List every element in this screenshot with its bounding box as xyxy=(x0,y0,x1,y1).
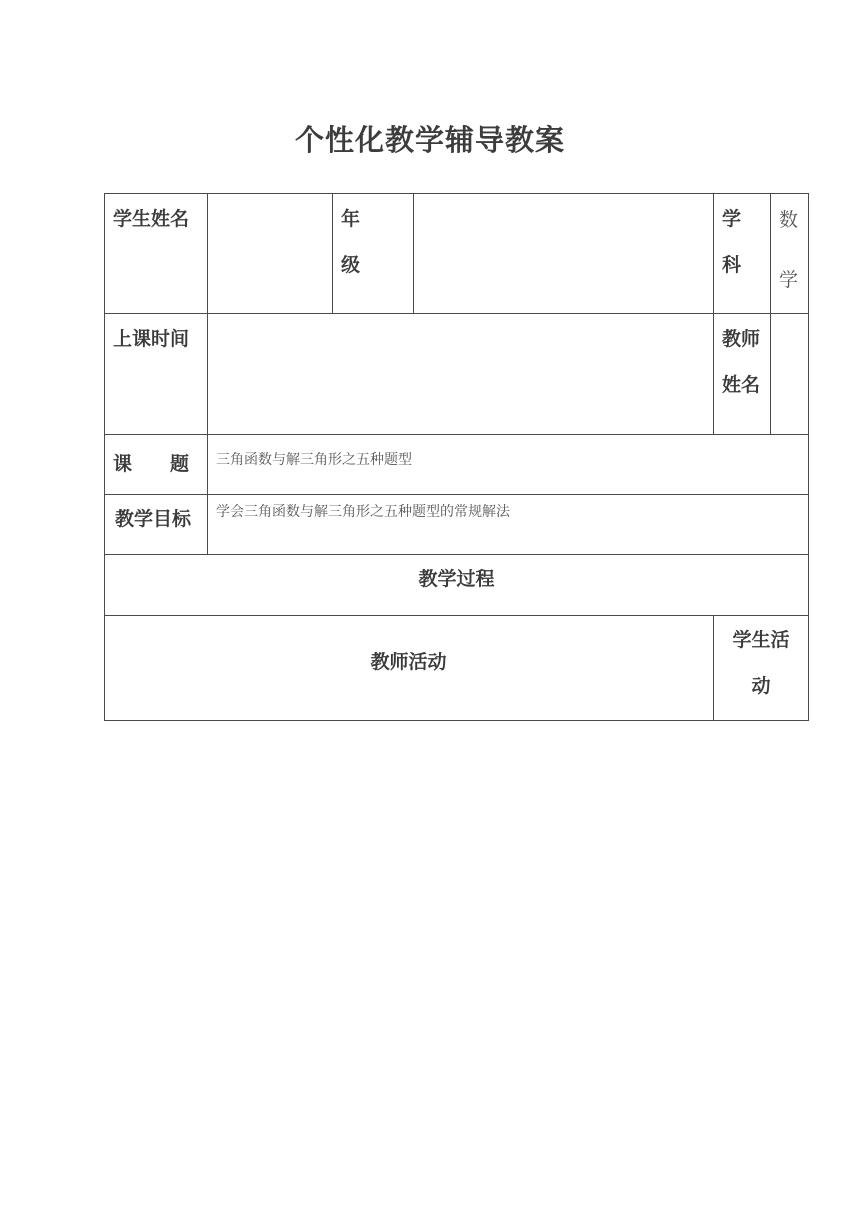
topic-label: 课 题 xyxy=(113,453,190,475)
class-time-label: 上课时间 xyxy=(113,328,190,350)
teacher-name-label: 教师姓名 xyxy=(722,328,761,396)
teaching-goal-value: 学会三角函数与解三角形之五种题型的常规解法 xyxy=(216,504,510,520)
table-border-bottom xyxy=(104,720,809,721)
table-row-divider xyxy=(104,615,809,616)
table-column-divider xyxy=(713,193,714,435)
student-activity-heading: 学生活动 xyxy=(732,629,790,697)
grade-label: 年级 xyxy=(341,208,361,276)
student-name-label: 学生姓名 xyxy=(113,208,190,230)
subject-label: 学科 xyxy=(722,208,742,276)
table-column-divider xyxy=(413,193,414,314)
teacher-activity-heading: 教师活动 xyxy=(370,651,447,673)
table-row-divider xyxy=(104,494,809,495)
table-border-top xyxy=(104,193,809,194)
table-border-right xyxy=(808,193,809,721)
subject-value: 数学 xyxy=(779,209,799,291)
table-row-divider xyxy=(104,554,809,555)
table-column-divider xyxy=(713,615,714,721)
table-row-divider xyxy=(104,434,809,435)
table-column-divider xyxy=(332,193,333,314)
table-column-divider xyxy=(770,193,771,435)
table-row-divider xyxy=(104,313,809,314)
table-column-divider xyxy=(207,193,208,555)
topic-value: 三角函数与解三角形之五种题型 xyxy=(216,452,412,468)
teaching-goal-label: 教学目标 xyxy=(115,508,192,530)
document-title: 个性化教学辅导教案 xyxy=(294,123,565,157)
teaching-process-heading: 教学过程 xyxy=(418,568,495,590)
